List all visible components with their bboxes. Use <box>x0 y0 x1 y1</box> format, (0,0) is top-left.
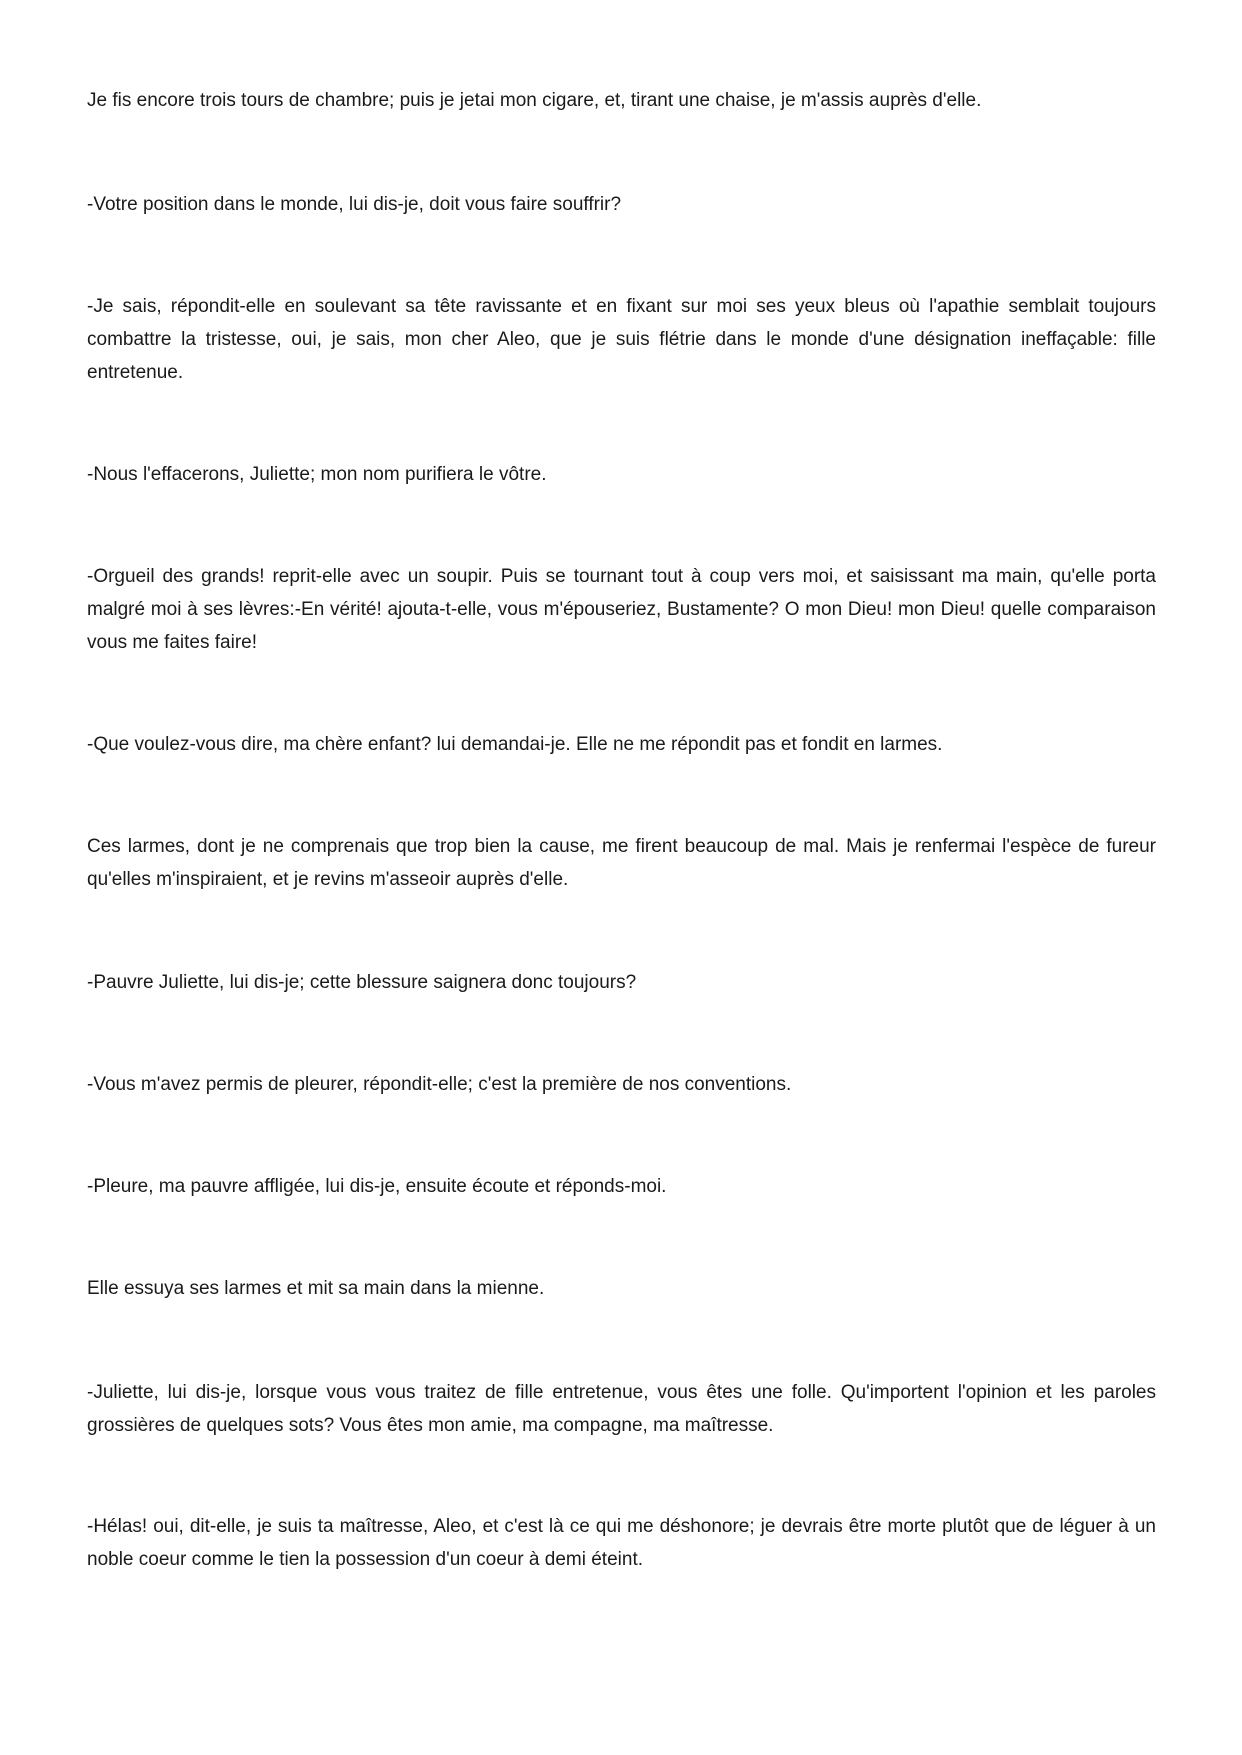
paragraph-10: -Pleure, ma pauvre affligée, lui dis-je, ensuite écoute et réponds-moi. <box>87 1176 667 1197</box>
paragraph-3: -Je sais, répondit-elle en soulevant sa tête ravissante et en fixant sur moi ses yeux bleus où l'apathie semblait toujours combattre la tristesse, oui, je sais, mon cher Aleo, que je suis flétrie dans le monde d'une désignation ineffaçable: fille entretenue. <box>87 296 1156 383</box>
paragraph-1: Je fis encore trois tours de chambre; puis je jetai mon cigare, et, tirant une chaise, je m'assis auprès d'elle. <box>87 90 982 111</box>
paragraph-8: -Pauvre Juliette, lui dis-je; cette blessure saignera donc toujours? <box>87 972 637 993</box>
paragraph-13: -Hélas! oui, dit-elle, je suis ta maîtresse, Aleo, et c'est là ce qui me déshonore; je devrais être morte plutôt que de léguer à un noble coeur comme le tien la possession d'un coeur à demi éteint. <box>87 1516 1156 1570</box>
document-page <box>87 0 1156 1755</box>
paragraph-9: -Vous m'avez permis de pleurer, répondit-elle; c'est la première de nos conventions. <box>87 1074 792 1095</box>
paragraph-4: -Nous l'effacerons, Juliette; mon nom purifiera le vôtre. <box>87 464 547 485</box>
paragraph-6: -Que voulez-vous dire, ma chère enfant? lui demandai-je. Elle ne me répondit pas et fondit en larmes. <box>87 734 943 755</box>
paragraph-5: -Orgueil des grands! reprit-elle avec un soupir. Puis se tournant tout à coup vers moi, et saisissant ma main, qu'elle porta malgré moi à ses lèvres:-En vérité! ajouta-t-elle, vous m'épouseriez, Bustamente? O mon Dieu! mon Dieu! quelle comparaison vous me faites faire! <box>87 566 1156 653</box>
paragraph-11: Elle essuya ses larmes et mit sa main dans la mienne. <box>87 1278 545 1299</box>
paragraph-2: -Votre position dans le monde, lui dis-je, doit vous faire souffrir? <box>87 194 622 215</box>
paragraph-7: Ces larmes, dont je ne comprenais que trop bien la cause, me firent beaucoup de mal. Mais je renfermai l'espèce de fureur qu'elles m'inspiraient, et je revins m'asseoir auprès d'elle. <box>87 836 1156 890</box>
paragraph-12: -Juliette, lui dis-je, lorsque vous vous traitez de fille entretenue, vous êtes une folle. Qu'importent l'opinion et les paroles grossières de quelques sots? Vous êtes mon amie, ma compagne, ma maîtresse. <box>87 1382 1156 1436</box>
